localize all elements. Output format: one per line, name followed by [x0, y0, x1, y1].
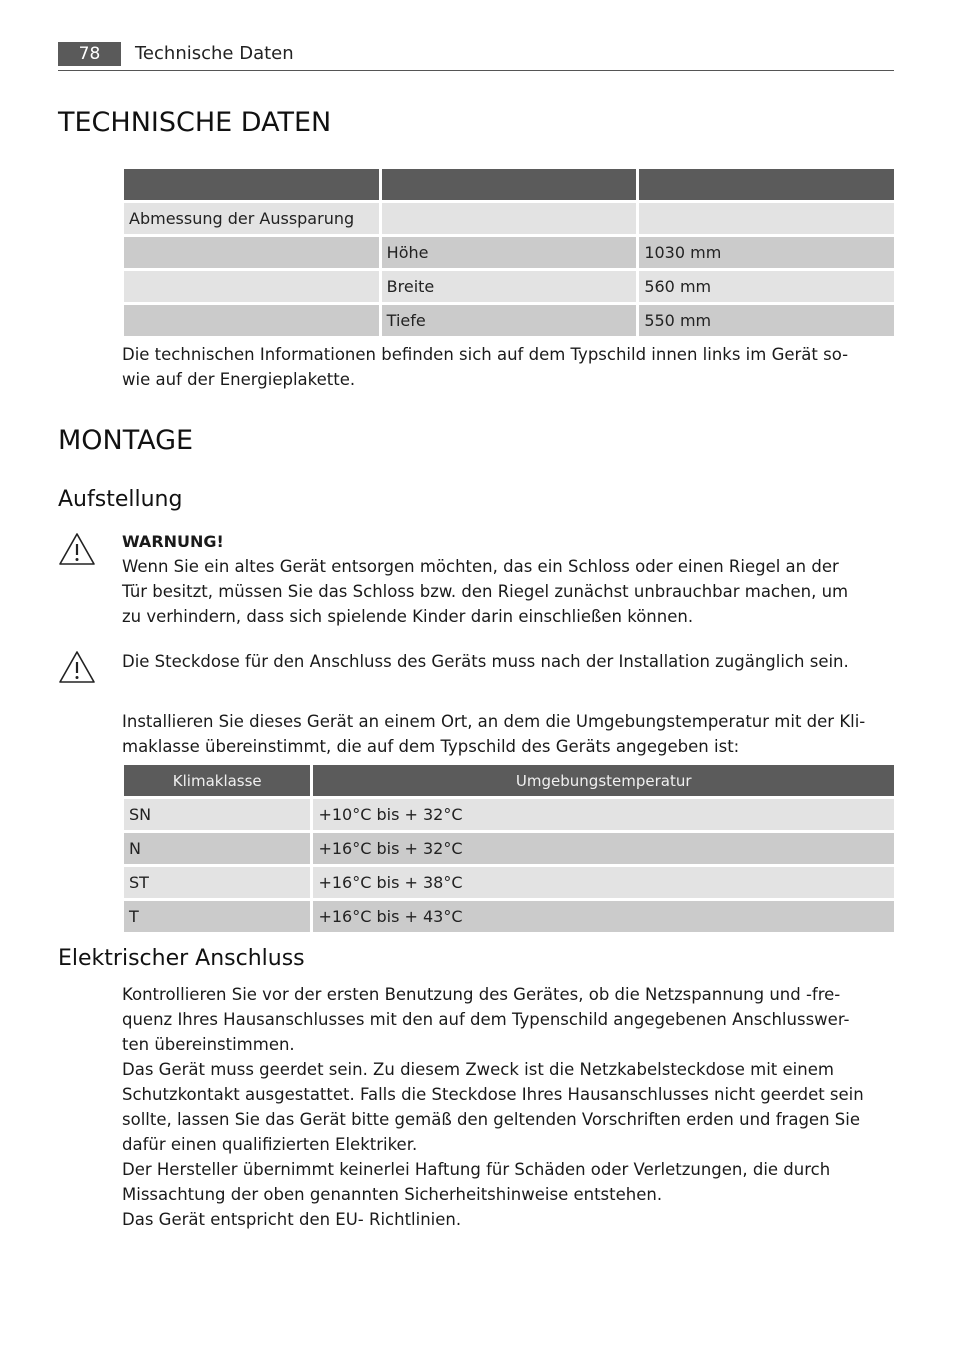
table-cell: N — [124, 833, 310, 864]
table-cell — [124, 237, 379, 268]
table-cell — [124, 271, 379, 302]
climate-intro — [122, 709, 894, 759]
dimensions-table-header — [124, 169, 894, 200]
table-cell — [124, 305, 379, 336]
text-line: Kontrollieren Sie vor der ersten Benutzung des Gerätes, ob die Netzspannung und -fre- — [122, 985, 841, 1004]
table-row — [124, 833, 894, 864]
table-row — [124, 237, 894, 268]
text-line: ten übereinstimmen. — [122, 1035, 295, 1054]
table-cell: SN — [124, 799, 310, 830]
table-header-cell: Klimaklasse — [124, 765, 310, 796]
table-header-cell — [382, 169, 637, 200]
warning-line: zu verhindern, dass sich spielende Kinder darin einschließen können. — [122, 607, 694, 626]
heading-technische-daten: TECHNISCHE DATEN — [58, 107, 332, 138]
table-row — [124, 901, 894, 932]
heading-elektrischer-anschluss: Elektrischer Anschluss — [58, 946, 305, 971]
warning-line: Wenn Sie ein altes Gerät entsorgen möchten, das ein Schloss oder einen Riegel an der — [122, 557, 839, 576]
running-title: Technische Daten — [135, 43, 294, 64]
dimensions-table — [121, 166, 897, 339]
note-line: Die technischen Informationen befinden sich auf dem Typschild innen links im Gerät so- — [122, 345, 849, 364]
text-line: dafür einen qualifizierten Elektriker. — [122, 1135, 418, 1154]
electrical-connection-text — [122, 982, 894, 1232]
intro-line: Installieren Sie dieses Gerät an einem Ort, an dem die Umgebungstemperatur mit der Kli- — [122, 712, 866, 731]
text-line: Das Gerät entspricht den EU- Richtlinien. — [122, 1210, 462, 1229]
table-header-cell: Umgebungstemperatur — [313, 765, 894, 796]
caution-text: Die Steckdose für den Anschluss des Geräts muss nach der Installation zugänglich sein. — [122, 652, 849, 671]
table-cell: T — [124, 901, 310, 932]
climate-class-table — [121, 762, 897, 935]
table-cell: ST — [124, 867, 310, 898]
heading-montage: MONTAGE — [58, 425, 194, 456]
table-cell: +16°C bis + 38°C — [313, 867, 894, 898]
climate-table-header — [124, 765, 894, 796]
table-row — [124, 305, 894, 336]
text-line: Das Gerät muss geerdet sein. Zu diesem Zweck ist die Netzkabelsteckdose mit einem — [122, 1060, 834, 1079]
technical-info-note — [122, 342, 894, 392]
table-cell: Höhe — [382, 237, 637, 268]
table-cell: 560 mm — [639, 271, 894, 302]
table-cell: +10°C bis + 32°C — [313, 799, 894, 830]
table-cell — [639, 203, 894, 234]
table-row — [124, 867, 894, 898]
table-cell: Tiefe — [382, 305, 637, 336]
table-cell: Breite — [382, 271, 637, 302]
table-cell: Abmessung der Aussparung — [124, 203, 379, 234]
note-line: wie auf der Energieplakette. — [122, 370, 356, 389]
table-cell: +16°C bis + 43°C — [313, 901, 894, 932]
table-row — [124, 799, 894, 830]
text-line: Missachtung der oben genannten Sicherheitshinweise entstehen. — [122, 1185, 663, 1204]
text-line: Schutzkontakt ausgestattet. Falls die Steckdose Ihres Hausanschlusses nicht geerdet sein — [122, 1085, 864, 1104]
caution-triangle-icon — [58, 650, 96, 684]
intro-line: maklasse übereinstimmt, die auf dem Typschild des Geräts angegeben ist: — [122, 737, 740, 756]
table-header-cell — [639, 169, 894, 200]
table-cell: +16°C bis + 32°C — [313, 833, 894, 864]
warning-line: Tür besitzt, müssen Sie das Schloss bzw. den Riegel zunächst unbrauchbar machen, um — [122, 582, 849, 601]
warning-triangle-icon — [58, 532, 96, 566]
table-row — [124, 271, 894, 302]
text-line: Der Hersteller übernimmt keinerlei Haftung für Schäden oder Verletzungen, die durch — [122, 1160, 831, 1179]
page-header — [58, 40, 894, 71]
text-line: quenz Ihres Hausanschlusses mit den auf dem Typenschild angegebenen Anschlusswer- — [122, 1010, 850, 1029]
heading-aufstellung: Aufstellung — [58, 487, 183, 512]
table-cell: 1030 mm — [639, 237, 894, 268]
table-cell — [382, 203, 637, 234]
table-header-cell — [124, 169, 379, 200]
warning-title: WARNUNG! — [122, 532, 224, 551]
page-number: 78 — [58, 42, 121, 66]
table-cell: 550 mm — [639, 305, 894, 336]
warning-block — [122, 529, 894, 629]
table-row — [124, 203, 894, 234]
text-line: sollte, lassen Sie das Gerät bitte gemäß den geltenden Vorschriften erden und fragen Sie — [122, 1110, 860, 1129]
